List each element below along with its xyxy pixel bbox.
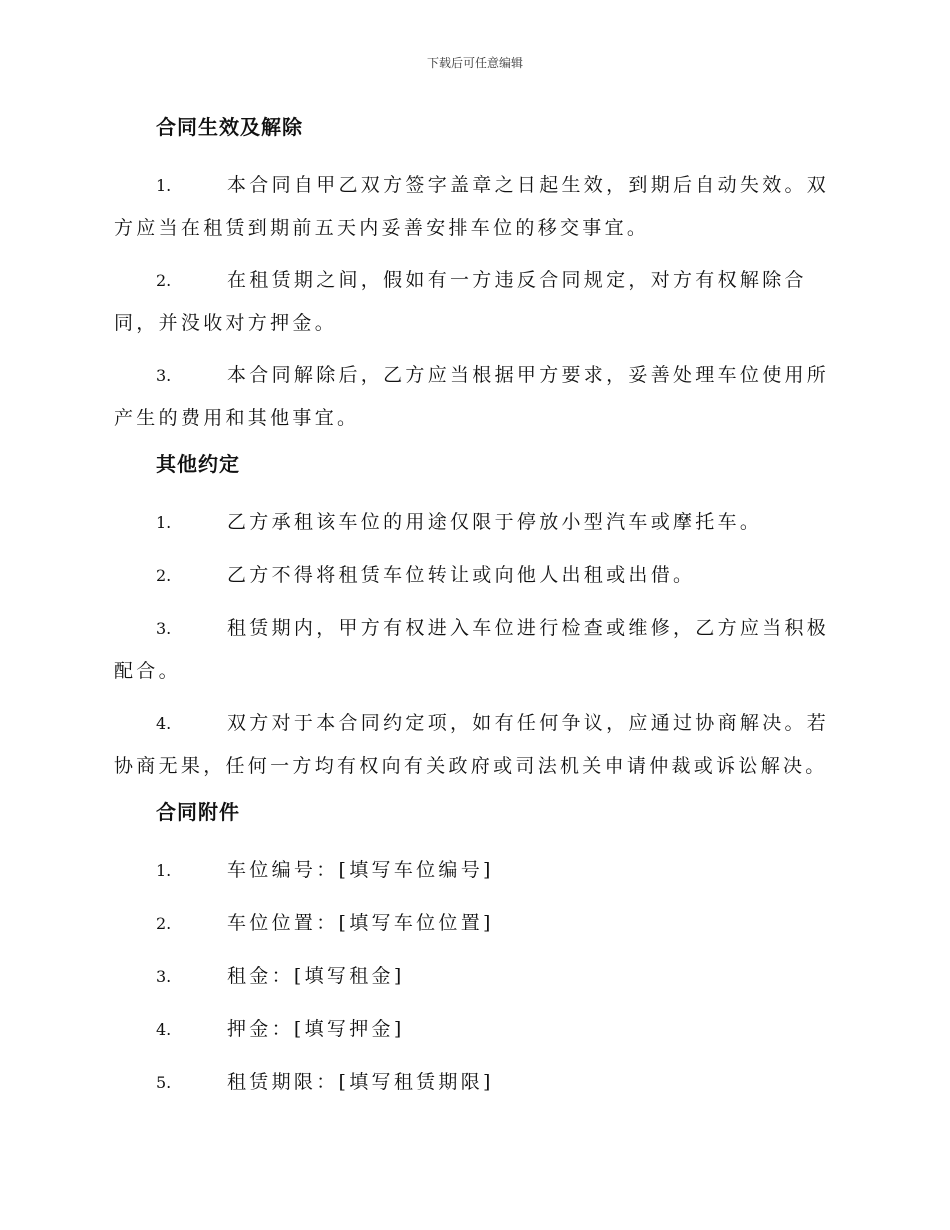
- list-item: [114, 902, 832, 945]
- list-item: [114, 1061, 832, 1104]
- section-heading: 合同附件: [156, 800, 240, 824]
- item-text: 在租赁期之间，假如有一方违反合同规定，对方有权解除合同，并没收对方押金。: [114, 269, 807, 334]
- item-text: 车位位置：[填写车位位置]: [227, 912, 494, 934]
- list-item: [114, 259, 832, 344]
- item-number: 2.: [156, 914, 172, 933]
- item-text: 租赁期限：[填写租赁期限]: [227, 1071, 494, 1093]
- item-number: 5.: [156, 1073, 172, 1092]
- list-item: [114, 164, 832, 249]
- item-number: 4.: [156, 1020, 172, 1039]
- list-item: [114, 554, 832, 597]
- item-text: 本合同解除后，乙方应当根据甲方要求，妥善处理车位使用所产生的费用和其他事宜。: [114, 364, 830, 429]
- item-text: 押金：[填写押金]: [227, 1018, 405, 1040]
- list-item: [114, 354, 832, 439]
- list-item: [114, 501, 832, 544]
- list-item: [114, 607, 832, 692]
- item-text: 乙方承租该车位的用途仅限于停放小型汽车或摩托车。: [227, 511, 763, 533]
- item-text: 乙方不得将租赁车位转让或向他人出租或出借。: [227, 564, 696, 586]
- item-number: 3.: [156, 619, 172, 638]
- list-item: [114, 702, 832, 787]
- item-number: 3.: [156, 366, 172, 385]
- section-heading: 合同生效及解除: [156, 115, 303, 139]
- document-body: [114, 112, 832, 1114]
- page-header: 下载后可任意编辑: [426, 56, 523, 70]
- item-text: 双方对于本合同约定项，如有任何争议，应通过协商解决。若协商无果，任何一方均有权向有关政府或司法机关申请仲裁或诉讼解决。: [114, 712, 830, 777]
- item-text: 车位编号：[填写车位编号]: [227, 859, 494, 881]
- list-item: [114, 849, 832, 892]
- item-number: 1.: [156, 861, 172, 880]
- item-text: 租赁期内，甲方有权进入车位进行检查或维修，乙方应当积极配合。: [114, 617, 830, 682]
- item-number: 3.: [156, 967, 172, 986]
- list-item: [114, 955, 832, 998]
- list-item: [114, 1008, 832, 1051]
- section-heading: 其他约定: [156, 452, 240, 476]
- item-text: 租金：[填写租金]: [227, 965, 405, 987]
- item-number: 1.: [156, 176, 172, 195]
- item-number: 4.: [156, 714, 172, 733]
- item-text: 本合同自甲乙双方签字盖章之日起生效，到期后自动失效。双方应当在租赁到期前五天内妥善安排车位的移交事宜。: [114, 174, 830, 239]
- item-number: 1.: [156, 513, 172, 532]
- item-number: 2.: [156, 566, 172, 585]
- item-number: 2.: [156, 271, 172, 290]
